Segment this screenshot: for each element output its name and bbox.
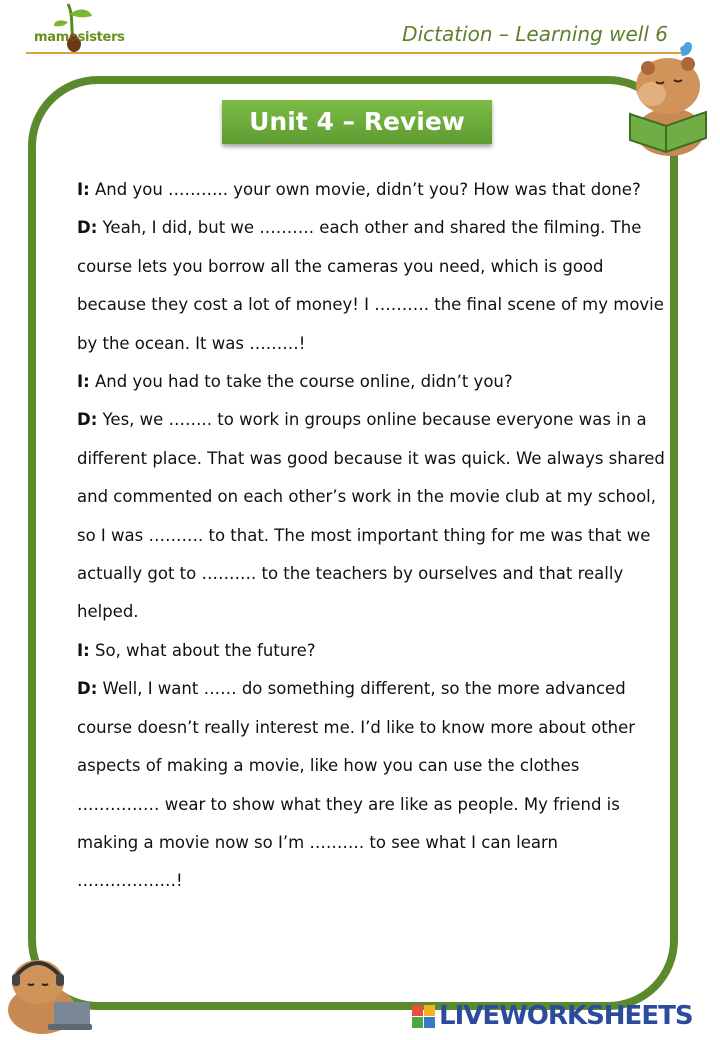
grid-square xyxy=(412,1005,423,1016)
capybara-reading-icon xyxy=(622,42,712,160)
speaker-label: D: xyxy=(77,679,98,699)
capybara-laptop-icon xyxy=(2,952,94,1036)
sprout-icon xyxy=(30,0,130,56)
dialogue-text-segment: Yeah, I did, but we ………. each other and shared the filming. The course lets you borrow all the cameras you need, which is good because they cost a lot of money! I ………. the final scene of my movie by the ocean. It was ………! xyxy=(77,218,664,353)
dialogue-text-segment: And you had to take the course online, didn’t you? xyxy=(89,372,513,392)
dialogue-text xyxy=(77,171,667,901)
brand-name: LIVEWORKSHEETS xyxy=(439,1001,693,1031)
mamosisters-logo xyxy=(30,0,130,56)
brand-grid-icon xyxy=(412,1005,435,1028)
dialogue-line xyxy=(77,363,667,401)
unit-title: Unit 4 – Review xyxy=(222,100,492,144)
dialogue-text-segment: Well, I want …… do something different, so the more advanced course doesn’t really interest me. I’d like to know more about other aspects of making a movie, like how you can use the clothes …………… wear to show what they are like as people. My friend is making a movie now so I’m ………. to see what I can learn ………………! xyxy=(77,679,636,891)
header-title: Dictation – Learning well 6 xyxy=(402,22,668,46)
speaker-label: I: xyxy=(77,640,90,660)
dialogue-line xyxy=(77,670,667,900)
header-divider xyxy=(26,52,684,54)
dialogue-line xyxy=(77,171,667,209)
dialogue-text-segment: Yes, we …….. to work in groups online because everyone was in a different place. That was good because it was quick. We always shared and commented on each other’s work in the movie club at my school, so I was ………. to that. The most important thing for me was that we actually got to ………. to the teachers by ourselves and that really helped. xyxy=(77,410,665,622)
dialogue-line xyxy=(77,632,667,670)
liveworksheets-logo xyxy=(412,996,712,1036)
dialogue-text-segment: So, what about the future? xyxy=(89,640,316,660)
dialogue-line xyxy=(77,401,667,631)
grid-square xyxy=(424,1017,435,1028)
speaker-label: I: xyxy=(77,180,90,199)
dialogue-line xyxy=(77,209,667,363)
speaker-label: D: xyxy=(77,410,98,430)
grid-square xyxy=(412,1017,423,1028)
dialogue-text-segment: And you ……….. your own movie, didn’t you? How was that done? xyxy=(89,180,641,199)
speaker-label: I: xyxy=(77,372,90,392)
logo-wordmark: mamosisters xyxy=(34,30,125,45)
grid-square xyxy=(424,1005,435,1016)
speaker-label: D: xyxy=(77,218,98,238)
